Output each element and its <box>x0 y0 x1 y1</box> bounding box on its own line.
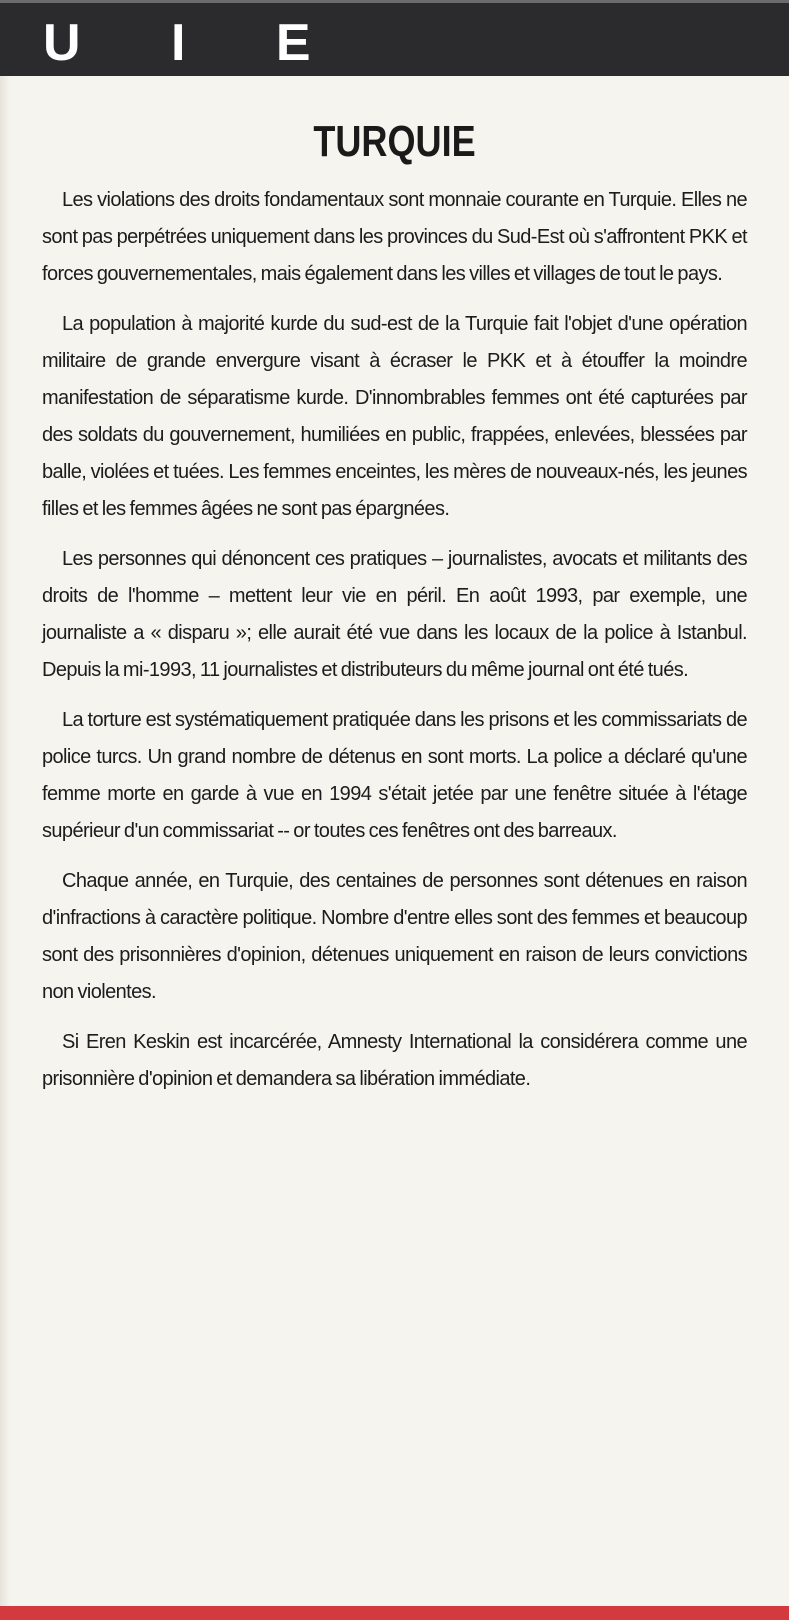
bottom-color-strip <box>0 1606 789 1620</box>
page-fold-shadow <box>0 76 10 1606</box>
paragraph-1: Les violations des droits fondamentaux sont monnaie courante en Turquie. Elles ne sont pas perpétrées uniquement dans les provinces du Sud-Est où s'affrontent PKK et forces gouvernementales, mais également dans les villes et villages de tout le pays. <box>42 189 747 285</box>
header-letters: U I E <box>43 14 349 72</box>
paragraph-2: La population à majorité kurde du sud-est de la Turquie fait l'objet d'une opération militaire de grande envergure visant à écraser le PKK et à étouffer la moindre manifestation de séparatisme kurde. D'innombrables femmes ont été capturées par des soldats du gouvernement, humiliées en public, frappées, enlevées, blessées par balle, violées et tuées. Les femmes enceintes, les mères de nouveaux-nés, les jeunes filles et les femmes âgées ne sont pas épargnées. <box>42 313 747 520</box>
page-title: TURQUIE <box>313 117 476 166</box>
paragraph-5: Chaque année, en Turquie, des centaines de personnes sont détenues en raison d'infractions à caractère politique. Nombre d'entre elles sont des femmes et beaucoup sont des prisonnières d'opinion, détenues uniquement en raison de leurs convictions non violentes. <box>42 870 747 1003</box>
paragraph-3: Les personnes qui dénoncent ces pratiques – journalistes, avocats et militants des droits de l'homme – mettent leur vie en péril. En août 1993, par exemple, une journaliste a « disparu »; elle aurait été vue dans les locaux de la police à Istanbul. Depuis la mi-1993, 11 journalistes et distributeurs du même journal ont été tués. <box>42 548 747 681</box>
document-body <box>42 114 747 1111</box>
paragraph-6: Si Eren Keskin est incarcérée, Amnesty International la considérera comme une prisonnière d'opinion et demandera sa libération immédiate. <box>42 1031 747 1090</box>
paragraph-4: La torture est systématiquement pratiquée dans les prisons et les commissariats de police turcs. Un grand nombre de détenus en sont morts. La police a déclaré qu'une femme morte en garde à vue en 1994 s'était jetée par une fenêtre située à l'étage supérieur d'un commissariat -- or toutes ces fenêtres ont des barreaux. <box>42 709 747 842</box>
header-band <box>0 0 789 76</box>
